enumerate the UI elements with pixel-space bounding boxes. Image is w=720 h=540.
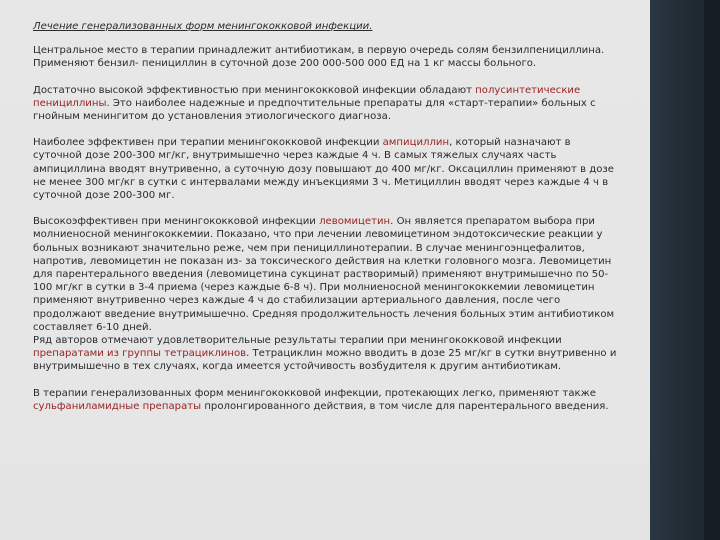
slide-content [33,20,618,426]
paragraph-text: Наиболее эффективен при терапии менингококковой инфекции [33,137,383,149]
paragraph-text: Ряд авторов отмечают удовлетворительные результаты терапии при менингококковой инфекции [33,335,562,347]
paragraph-text: . Тетрациклин можно вводить в дозе 25 мг/кг в сутки внутривенно и внутримышечно в тех случаях, когда имеется устойчивость возбудителя к другим антибиотикам. [33,348,617,373]
slide-title: Лечение генерализованных форм менингококковой инфекции. [33,21,373,32]
paragraph-text: Достаточно высокой эффективностью при менингококковой инфекции обладают [33,84,476,96]
paragraph-text: . Он является препаратом выбора при молниеносной менингококкемии. Показано, что при лечении левомицетином эндотоксические реакции у больных возникают значительно реже, чем при пенициллинотерапии. В случае менингоэнцефалитов, напротив, левомицетин не показан из- за токсического действия на клетки головного мозга. Левомицетин для парентерального введения (левомицетина сукцинат растворимый) применяют внутримышечно по 50-100 мг/кг в сутки в 3-4 приема (через каждые 6-8 ч). При молниеносной менингококкемии левомицетин применяют внутривенно через каждые 4 ч до стабилизации артериального давления, после чего продолжают введение внутримышечно. Средняя продолжительность лечения больных этим антибиотиком составляет 6-10 дней. [33,216,615,333]
paragraph-sulfonamides [33,387,618,413]
highlight-ampicillin: ампициллин [382,137,450,149]
paragraph-text: . Это наиболее надежные и предпочтительные препараты для «старт-терапии» больных с гнойным менингитом до установления этиологического диагноза. [33,97,596,123]
highlight-semisynthetic-penicillins: полусинтетические пенициллины [33,84,581,109]
paragraph-text: В терапии генерализованных форм менингококковой инфекции, протекающих легко, применяют также [33,387,596,399]
decorative-side-edge [704,0,720,540]
highlight-levomycetin: левомицетин [319,216,391,228]
paragraph-text: Центральное место в терапии принадлежит антибиотикам, в первую очередь солям бензилпенициллина. Применяют бензил- пенициллин в суточной дозе 200 000-500 000 ЕД на 1 кг массы больного. [33,45,605,70]
paragraph-antibiotics [33,44,618,70]
highlight-sulfonamides: сульфаниламидные препараты [33,400,202,412]
paragraph-text: пролонгированного действия, в том числе для парентерального введения. [201,400,609,412]
highlight-tetracyclines: препаратами из группы тетрациклинов [33,348,247,360]
paragraph-semisynthetic-penicillins [33,84,618,124]
paragraph-text: , который назначают в суточной дозе 200-300 мг/кг, внутримышечно через каждые 4 ч. В самых тяжелых случаях часть ампициллина вводят внутривенно, а суточную дозу повышают до 400 мг/кг. Оксациллин применяют в дозе не менее 300 мг/кг в сутки с интервалами между инъекциями 3 ч. Метициллин вводят через каждые 4 ч в суточной дозе 200-300 мг. [33,137,614,202]
paragraph-ampicillin [33,136,618,202]
paragraph-text: Высокоэффективен при менингококковой инфекции [33,216,320,228]
paragraph-levomycetin [33,215,618,373]
